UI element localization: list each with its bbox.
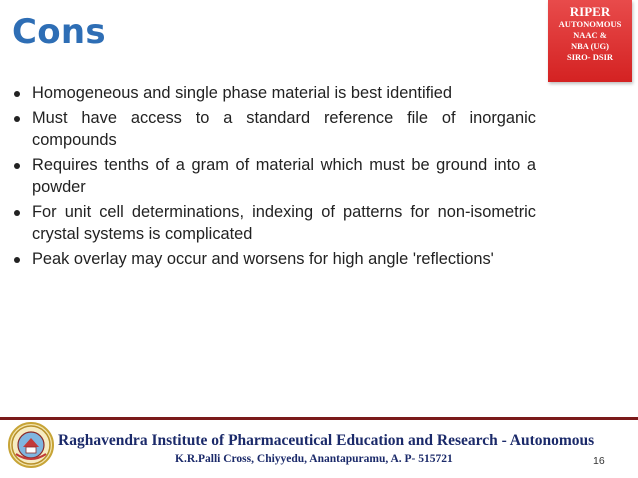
page-number: 16 bbox=[593, 455, 605, 467]
badge-name: RIPER bbox=[569, 4, 611, 19]
bullet-dot-icon bbox=[14, 163, 20, 169]
bullet-text: Peak overlay may occur and worsens for high angle 'reflections' bbox=[32, 250, 494, 268]
slide-title: Cons bbox=[12, 12, 106, 52]
bullet-item bbox=[12, 82, 536, 104]
bullet-dot-icon bbox=[14, 116, 20, 122]
bullet-dot-icon bbox=[14, 210, 20, 216]
bullet-text: Requires tenths of a gram of material which must be ground into a powder bbox=[32, 156, 536, 196]
badge-line-naac: NAAC & bbox=[573, 30, 607, 40]
bullet-dot-icon bbox=[14, 257, 20, 263]
bullet-item bbox=[12, 154, 536, 198]
badge-line-autonomous: AUTONOMOUS bbox=[558, 19, 622, 29]
bullet-text: Must have access to a standard reference file of inorganic compounds bbox=[32, 109, 536, 149]
footer-address: K.R.Palli Cross, Chiyyedu, Anantapuramu, A. P- 515721 bbox=[175, 453, 453, 465]
footer-divider bbox=[0, 417, 638, 420]
riper-badge bbox=[548, 0, 632, 82]
badge-line-nba: NBA (UG) bbox=[570, 41, 609, 51]
bullet-text: For unit cell determinations, indexing of patterns for non-isometric crystal systems is complicated bbox=[32, 203, 536, 243]
badge-line-siro: SIRO- DSIR bbox=[566, 52, 614, 62]
bullet-item bbox=[12, 201, 536, 245]
bullet-item bbox=[12, 107, 536, 151]
bullet-item bbox=[12, 248, 536, 270]
footer-institution: Raghavendra Institute of Pharmaceutical Education and Research - Autonomous bbox=[58, 432, 595, 449]
institute-logo-icon bbox=[8, 422, 54, 468]
bullet-text: Homogeneous and single phase material is best identified bbox=[32, 84, 453, 102]
bullet-list bbox=[12, 82, 536, 273]
bullet-dot-icon bbox=[14, 91, 20, 97]
